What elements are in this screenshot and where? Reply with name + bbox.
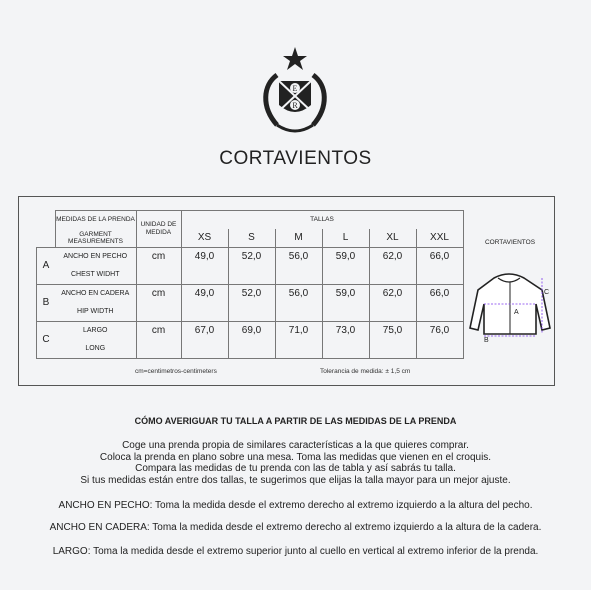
- size-s: S: [228, 229, 275, 248]
- units-note: cm=centimetros-centimeters: [135, 368, 217, 375]
- length-instructions: LARGO: Toma la medida desde el extremo superior junto al cuello en vertical al extremo inferior de la prenda.: [52, 546, 539, 557]
- row-name-en: LONG: [55, 340, 136, 359]
- table-row: [37, 247, 464, 266]
- chest-instructions: ANCHO EN PECHO: Toma la medida desde el extremo derecho al extremo izquierdo a la altura del pecho.: [58, 500, 533, 511]
- row-name-en: HIP WIDTH: [55, 303, 136, 322]
- row-name-es: ANCHO EN CADERA: [55, 284, 136, 303]
- cell-value: 49,0: [181, 247, 228, 266]
- row-unit: cm: [136, 284, 181, 303]
- svg-text:E: E: [292, 84, 298, 93]
- step-line: Si tus medidas están entre dos tallas, te sugerimos que elijas la talla mayor para un mejor ajuste.: [80, 474, 511, 486]
- size-table: [36, 210, 464, 359]
- row-unit: cm: [136, 247, 181, 266]
- laurel-right: [313, 75, 324, 125]
- size-l: L: [322, 229, 369, 248]
- cell-value: 62,0: [369, 284, 416, 303]
- col-header-es: MEDIDAS DE LA PRENDA: [55, 211, 136, 229]
- step-line: Coloca la prenda en plano sobre una mesa. Toma las medidas que vienen en el croquis.: [99, 451, 492, 463]
- hip-instructions: ANCHO EN CADERA: Toma la medida desde el extremo derecho al extremo izquierdo a la altura de la cadera.: [49, 522, 542, 533]
- row-name-es: ANCHO EN PECHO: [55, 247, 136, 266]
- size-xl: XL: [369, 229, 416, 248]
- table-row: [37, 321, 464, 340]
- cell-value: 66,0: [416, 284, 463, 303]
- star-icon: [283, 47, 307, 70]
- row-name-en: CHEST WIDHT: [55, 266, 136, 285]
- laurel-left: [266, 75, 277, 125]
- howto-heading: CÓMO AVERIGUAR TU TALLA A PARTIR DE LAS MEDIDAS DE LA PRENDA: [134, 416, 457, 426]
- jacket-diagram: [464, 268, 554, 348]
- row-unit: cm: [136, 321, 181, 340]
- row-name-es: LARGO: [55, 321, 136, 340]
- mark-a: A: [514, 309, 519, 316]
- table-row: [37, 284, 464, 303]
- unit-header: UNIDAD DE MEDIDA: [136, 211, 181, 248]
- page-title: CORTAVIENTOS: [219, 148, 372, 169]
- cell-value: 56,0: [275, 284, 322, 303]
- cell-value: 56,0: [275, 247, 322, 266]
- cell-value: 71,0: [275, 321, 322, 340]
- step-line: Compara las medidas de tu prenda con las de tabla y así sabrás tu talla.: [135, 463, 456, 474]
- cell-value: 49,0: [181, 284, 228, 303]
- cell-value: 52,0: [228, 284, 275, 303]
- cell-value: 52,0: [228, 247, 275, 266]
- size-xs: XS: [181, 229, 228, 248]
- mark-c: C: [544, 289, 550, 296]
- brand-crest-logo: [255, 45, 335, 135]
- cell-value: 66,0: [416, 247, 463, 266]
- cell-value: 69,0: [228, 321, 275, 340]
- cell-value: 76,0: [416, 321, 463, 340]
- cell-value: 67,0: [181, 321, 228, 340]
- cell-value: 62,0: [369, 247, 416, 266]
- tallas-header: TALLAS: [181, 211, 463, 229]
- howto-steps: [0, 440, 591, 486]
- row-letter: A: [37, 247, 56, 284]
- cell-value: 75,0: [369, 321, 416, 340]
- step-line: Coge una prenda propia de similares características a la que quieres comprar.: [122, 440, 469, 451]
- diagram-label: CORTAVIENTOS: [484, 239, 536, 246]
- svg-text:R: R: [292, 101, 298, 110]
- mark-b: B: [484, 337, 489, 344]
- row-letter: C: [37, 321, 56, 358]
- size-m: M: [275, 229, 322, 248]
- cell-value: 73,0: [322, 321, 369, 340]
- col-header-en: GARMENT MEASUREMENTS: [55, 229, 136, 248]
- cell-value: 59,0: [322, 284, 369, 303]
- row-letter: B: [37, 284, 56, 321]
- tolerance-note: Tolerancia de medida: ± 1,5 cm: [320, 368, 411, 375]
- size-xxl: XXL: [416, 229, 463, 248]
- cell-value: 59,0: [322, 247, 369, 266]
